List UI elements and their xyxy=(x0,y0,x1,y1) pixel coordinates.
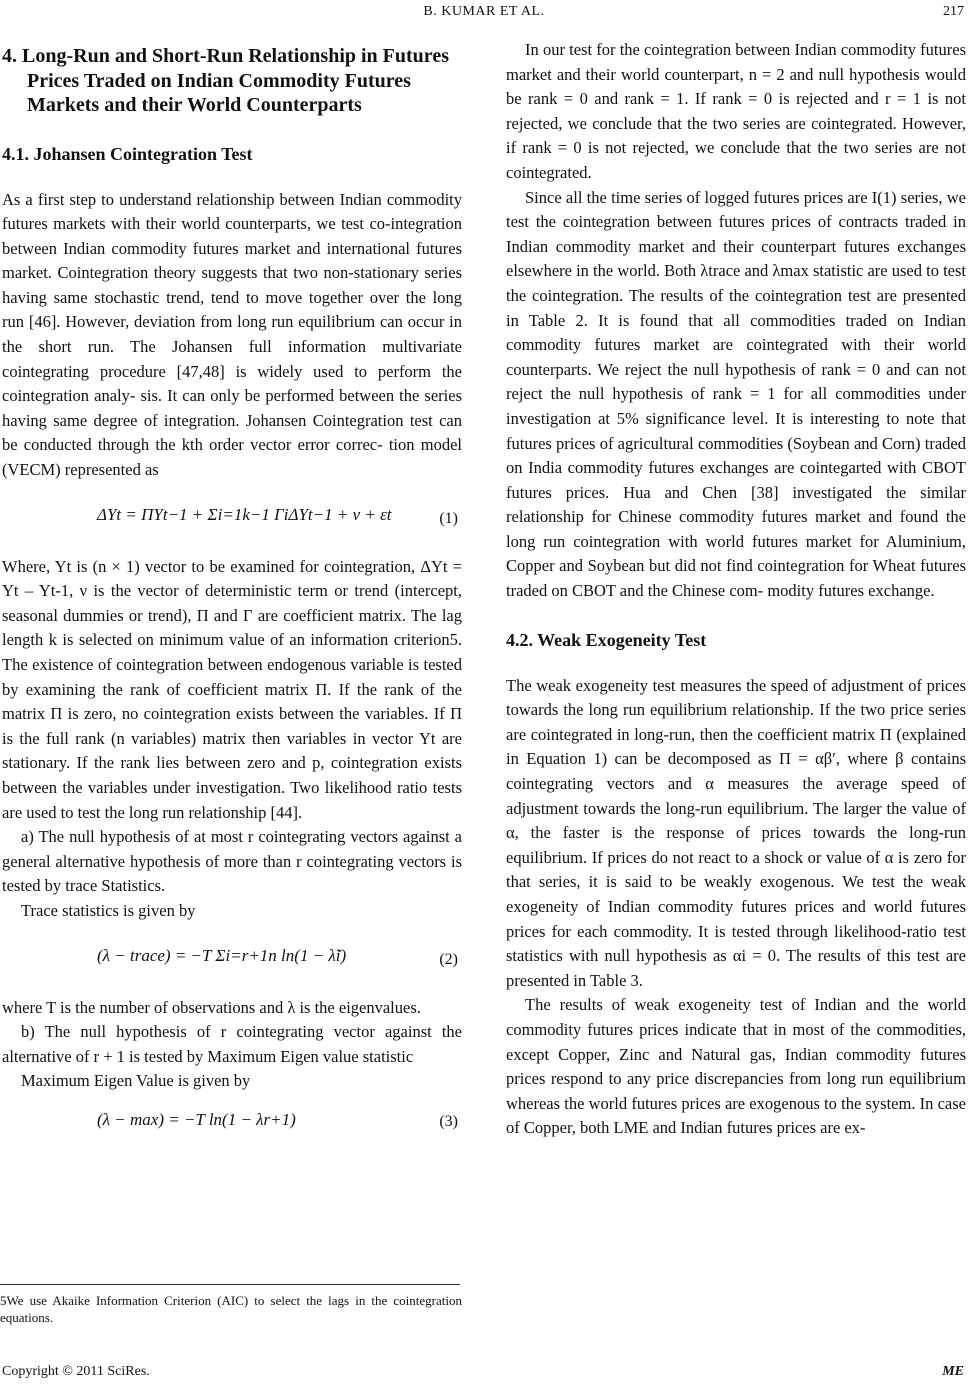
left-column xyxy=(2,38,462,1150)
copyright: Copyright © 2011 SciRes. xyxy=(2,1364,150,1379)
paragraph: Maximum Eigen Value is given by xyxy=(21,1071,251,1091)
equation-number: (2) xyxy=(439,950,458,968)
paragraph: Trace statistics is given by xyxy=(21,900,196,920)
paragraph: where T is the number of observations and λ is the eigenvalues. xyxy=(2,997,421,1017)
equation-body: ΔYt = ΠYt−1 + Σi=1k−1 ΓiΔYt−1 + ν + εt xyxy=(97,504,392,524)
equation-body: (λ − max) = −T ln(1 − λr+1) xyxy=(97,1109,296,1129)
paragraph: b) The null hypothesis of r cointegrating vector against the alternative of r + 1 is tested by Maximum Eigen value statistic xyxy=(2,1022,462,1066)
footnote-rule xyxy=(0,1284,460,1285)
equation-2 xyxy=(2,930,462,990)
journal-abbrev: ME xyxy=(942,1364,964,1379)
paragraph: The weak exogeneity test measures the speed of adjustment of prices towards the long run equilibrium relationship. If the two price series are cointegrated in long-run, then the coefficient matrix Π (explained in Equation 1) can be decomposed as Π = αβ′, where β contains cointegrating vectors and α measures the average speed of adjustment towards the long-run equilibrium. The larger the value of α, the faster is the response of prices towards the long-run equilibrium. If prices do not react to a shock or value of α is zero for that series, it is said to be weakly exogenous. We test the weak exogeneity of Indian commodity futures prices and world futures prices for each commodity. It is tested through likelihood-ratio test statistics with null hypothesis as αi = 0. The results of this test are presented in Table 3. xyxy=(506,675,966,990)
section-title: 4. Long-Run and Short-Run Relationship in Futures Prices Traded on Indian Commodity Futures Markets and their World Counterparts xyxy=(2,45,449,116)
paragraph: The results of weak exogeneity test of Indian and the world commodity futures prices indicate that in most of the commodities, except Copper, Zinc and Natural gas, Indian commodity futures prices respond to any price discrepancies from long run equilibrium whereas the world futures prices are exogenous to the system. In case of Copper, both LME and Indian futures prices are ex- xyxy=(506,995,966,1138)
paragraph: As a first step to understand relationship between Indian commodity futures markets with their world counterparts, we test co-integration between Indian commodity futures market and international futures market. Cointegration theory suggests that two non-stationary series having same stochastic trend, tend to move together over the long run [46]. However, deviation from long run equilibrium can occur in the short run. The Johansen full information multivariate cointegrating procedure [47,48] is widely used to perform the cointegration analy- sis. It can only be performed between the series having same degree of integration. Johansen Cointegration test can be conducted through the kth order vector error correc- tion model (VECM) represented as xyxy=(2,189,462,480)
equation-3 xyxy=(2,1100,462,1144)
subsection-title-4-2: 4.2. Weak Exogeneity Test xyxy=(506,629,707,650)
right-column xyxy=(506,38,966,1141)
paragraph: In our test for the cointegration between Indian commodity futures market and their world counterpart, n = 2 and null hypothesis would be rank = 0 and rank = 1. If rank = 0 is rejected and r = 1 is not rejected, we conclude that the two series are cointegrated. However, if rank = 0 is not rejected, we conclude that the two series are not cointegrated. xyxy=(506,40,966,182)
footnote: 5We use Akaike Information Criterion (AIC) to select the lags in the cointegration equations. xyxy=(0,1293,462,1325)
equation-1 xyxy=(2,489,462,549)
page-number: 217 xyxy=(943,4,964,19)
equation-body: (λ − trace) = −T Σi=r+1n ln(1 − λ̃i) xyxy=(97,945,347,965)
paragraph: Since all the time series of logged futures prices are I(1) series, we test the cointegration between futures prices of contracts traded in Indian commodity market and their counterpart futures exchanges elsewhere in the world. Both λtrace and λmax statistic are used to test the cointegration. The results of the cointegration test are presented in Table 2. It is found that all commodities traded on Indian commodity futures market are cointegrated with their world counterparts. We reject the null hypothesis of rank = 0 and can not reject the null hypothesis of rank = 1 for all commodities under investigation at 5% significance level. It is interesting to note that futures prices of agricultural commodities (Soybean and Corn) traded on India commodity futures exchanges are cointegarted with CBOT futures prices. Hua and Chen [38] investigated the similar relationship for Chinese commodity futures market and found the long run cointegration with world futures market for Aluminium, Copper and Soybean but did not find cointegration for Wheat futures traded on CBOT and the Chinese com- modity futures exchange. xyxy=(506,187,966,601)
paragraph: a) The null hypothesis of at most r cointegrating vectors against a general alternative hypothesis of more than r cointegrating vectors is tested by trace Statistics. xyxy=(2,827,462,896)
paragraph: Where, Yt is (n × 1) vector to be examined for cointegration, ΔYt = Yt – Yt-1, ν is the vector of deterministic term or trend (intercept, seasonal dummies or trend), Π and Γ are coefficient matrix. The lag length k is selected on minimum value of an information criterion5. The existence of cointegration between endogenous variable is tested by examining the rank of coefficient matrix Π. If the rank of the matrix Π is zero, no cointegration exists between the variables. If Π is the full rank (n variables) matrix then variables in vector Yt are stationary. If the rank lies between zero and p, cointegration exists between the variables under investigation. Two likelihood ratio tests are used to test the long run relationship [44]. xyxy=(2,556,462,822)
equation-number: (3) xyxy=(439,1112,458,1130)
subsection-title-4-1: 4.1. Johansen Cointegration Test xyxy=(2,143,253,164)
running-title: B. KUMAR ET AL. xyxy=(423,4,545,19)
page-header xyxy=(0,2,968,24)
equation-number: (1) xyxy=(439,509,458,527)
